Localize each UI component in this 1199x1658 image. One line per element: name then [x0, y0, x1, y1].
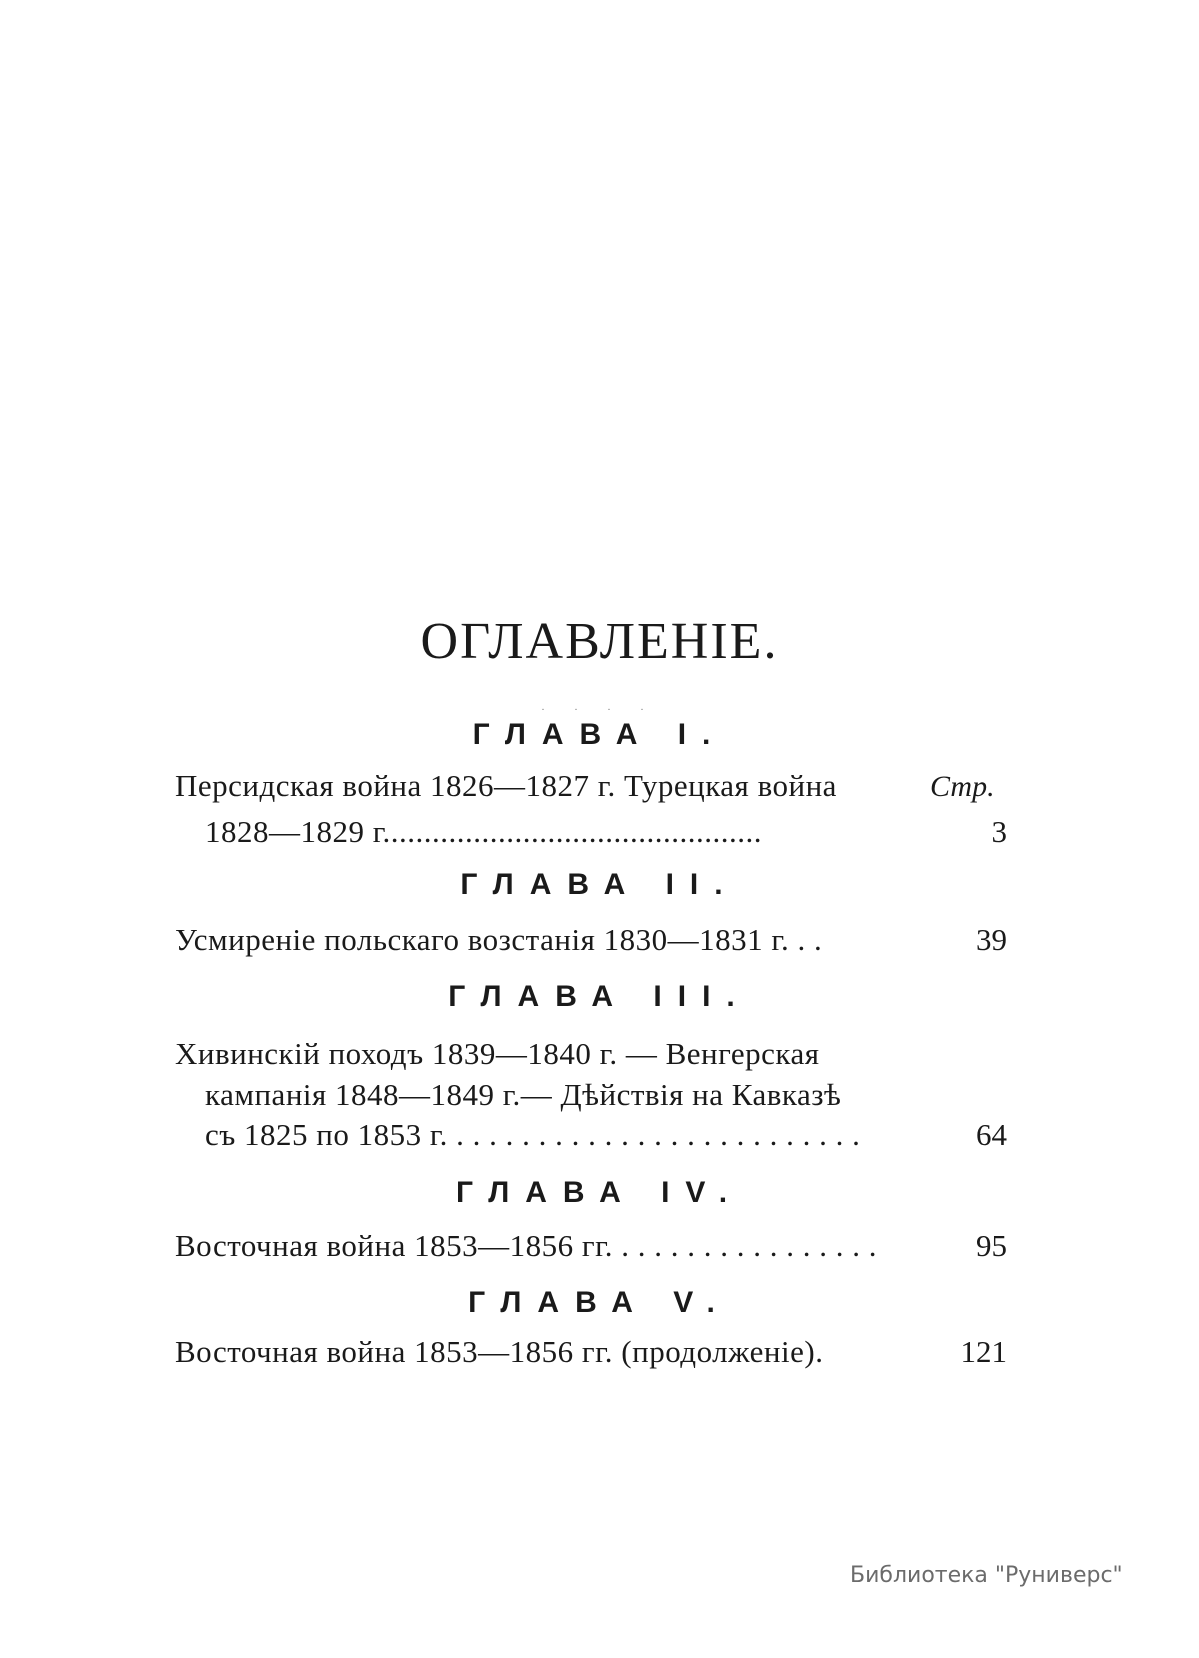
chapter-2-line-1: Усмиреніе польскаго возстанія 1830—1831 г. . .: [175, 922, 823, 957]
chapter-3-line-1: Хивинскій походъ 1839—1840 г. — Венгерская: [175, 1036, 820, 1071]
chapter-heading-4: ГЛАВА IV.: [455, 1176, 744, 1209]
page-title: ОГЛАВЛЕНІЕ.: [420, 613, 779, 670]
title-ornament: . . . .: [541, 702, 658, 713]
chapter-2-page-number: 39: [976, 922, 1007, 957]
chapter-5-line-1: Восточная война 1853—1856 гг. (продолженіе).: [175, 1334, 824, 1369]
chapter-3-line-2: кампанія 1848—1849 г.— Дѣйствія на Кавказѣ: [205, 1077, 842, 1112]
chapter-5-page-number: 121: [960, 1334, 1007, 1369]
chapter-heading-3: ГЛАВА III.: [448, 980, 751, 1013]
chapter-heading-5: ГЛАВА V.: [468, 1286, 731, 1319]
chapter-1-line-2: 1828—1829 г..............................................: [205, 814, 762, 849]
pages-column-label: Стр.: [930, 770, 995, 803]
chapter-4-page-number: 95: [976, 1228, 1007, 1263]
chapter-4-line-1: Восточная война 1853—1856 гг. . . . . . . . . . . . . . . . .: [175, 1228, 878, 1263]
chapter-1-line-1: Персидская война 1826—1827 г. Турецкая война: [175, 768, 837, 803]
chapter-heading-2: ГЛАВА II.: [460, 868, 739, 901]
library-watermark: Библиотека "Руниверс": [850, 1563, 1123, 1588]
chapter-heading-1: ГЛАВА I.: [472, 718, 727, 751]
chapter-1-page-number: 3: [991, 814, 1007, 849]
chapter-3-page-number: 64: [976, 1117, 1007, 1152]
chapter-3-line-3: съ 1825 по 1853 г. . . . . . . . . . . . . . . . . . . . . . . . . .: [205, 1117, 861, 1152]
